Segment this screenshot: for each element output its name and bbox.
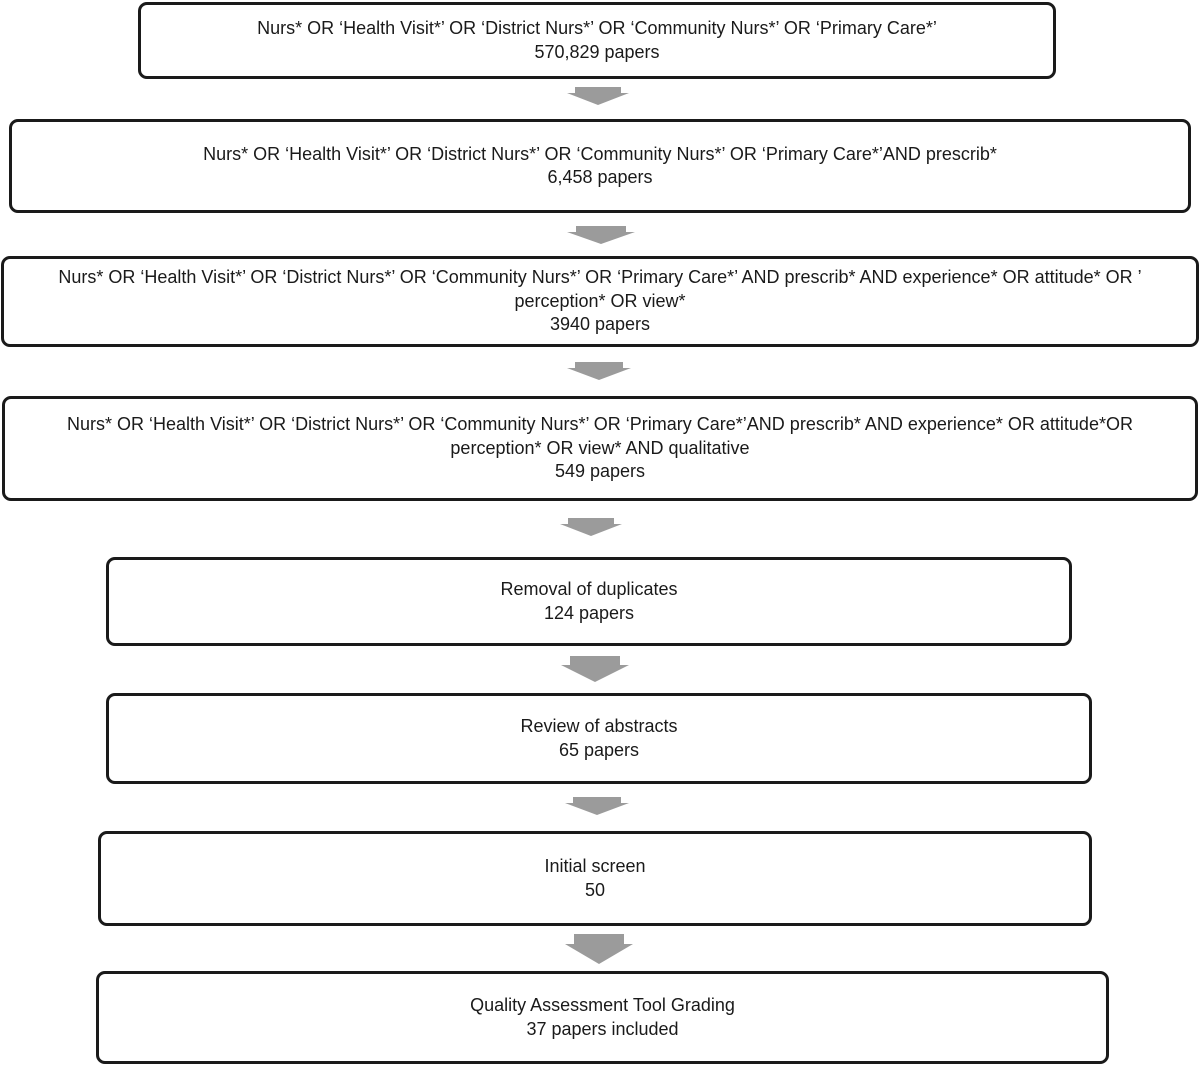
step-box-initial-screen: [98, 831, 1092, 926]
step-count: 124 papers: [543, 602, 635, 623]
step-label: Removal of duplicates: [500, 579, 678, 599]
down-arrow-icon: [560, 518, 622, 536]
step-count: 570,829 papers: [534, 41, 660, 62]
step-query: Nurs* OR ‘Health Visit*’ OR ‘District Nurs*’ OR ‘Community Nurs*’ OR ‘Primary Care*’AND prescrib*: [203, 143, 997, 164]
step-count: 37 papers included: [526, 1018, 679, 1039]
down-arrow-icon: [565, 797, 629, 815]
step-label: Quality Assessment Tool Grading: [470, 995, 735, 1015]
step-query-line: Nurs* OR ‘Health Visit*’ OR ‘District Nurs*’ OR ‘Community Nurs*’ OR ‘Primary Care*’ AND prescrib* AND experience* OR attitude* OR ’: [58, 267, 1142, 288]
step-count: 50: [584, 879, 606, 900]
down-arrow-icon: [567, 87, 629, 105]
step-box-prescribing: [9, 119, 1191, 213]
step-box-duplicates: [106, 557, 1072, 646]
down-arrow-icon: [567, 226, 635, 244]
step-box-quality-assessment: [96, 971, 1109, 1064]
step-box-search-terms: [138, 2, 1056, 79]
step-query-line: perception* OR view* AND qualitative: [450, 437, 750, 458]
step-count: 6,458 papers: [547, 167, 653, 187]
step-box-experience: [1, 256, 1199, 347]
step-label: Initial screen: [544, 856, 646, 876]
step-box-abstracts: [106, 693, 1092, 784]
down-arrow-icon: [567, 362, 631, 380]
step-query: Nurs* OR ‘Health Visit*’ OR ‘District Nurs*’ OR ‘Community Nurs*’ OR ‘Primary Care*’: [257, 18, 937, 38]
step-query-line: perception* OR view*: [514, 290, 686, 311]
step-label: Review of abstracts: [520, 716, 678, 736]
step-count: 549 papers: [554, 461, 646, 482]
step-count: 3940 papers: [549, 314, 651, 335]
down-arrow-icon: [565, 934, 633, 964]
step-box-qualitative: [2, 396, 1198, 501]
down-arrow-icon: [561, 656, 629, 682]
step-query-line: Nurs* OR ‘Health Visit*’ OR ‘District Nurs*’ OR ‘Community Nurs*’ OR ‘Primary Care*’AND prescrib* AND experience* OR attitude*OR: [67, 414, 1133, 435]
step-count: 65 papers: [558, 739, 640, 760]
